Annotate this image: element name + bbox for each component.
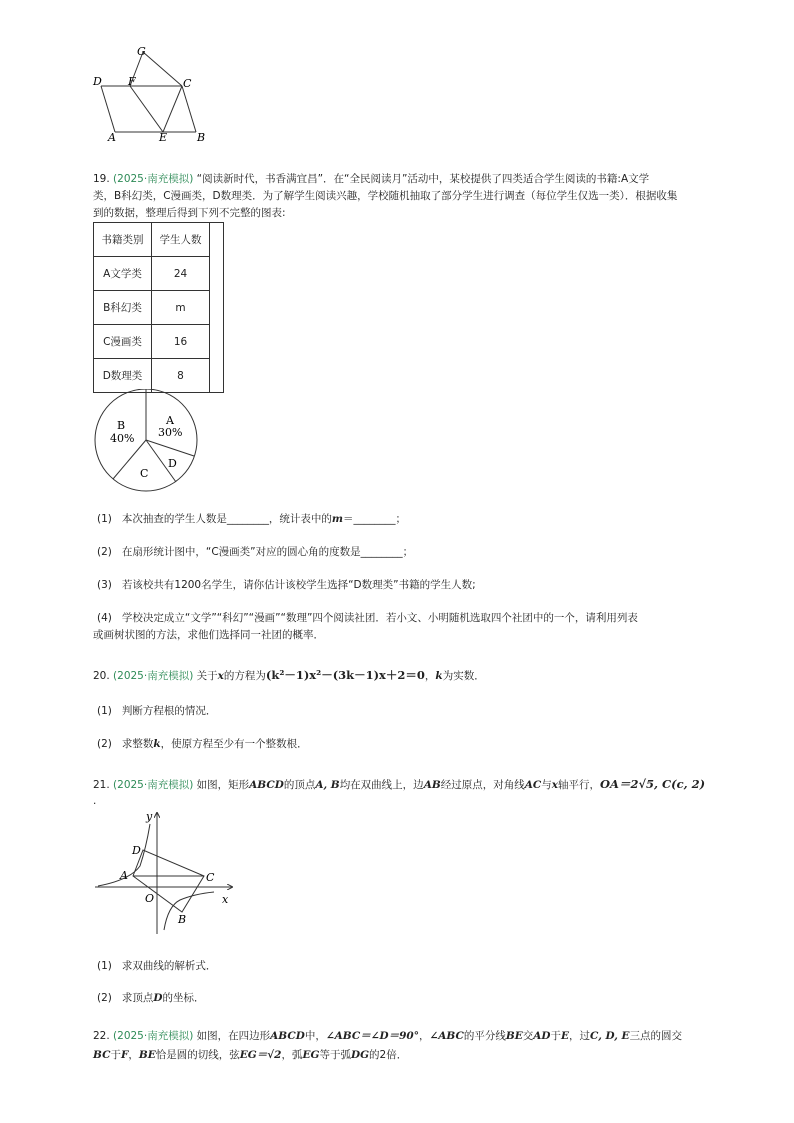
q22-text: ，弧 — [281, 1049, 303, 1061]
q22-text: 中， — [304, 1030, 326, 1042]
q20-sub2-text: ，使原方程至少有一个整数根． — [160, 738, 308, 750]
var-angle-ABC: ∠ABC — [429, 1030, 464, 1042]
label-E: E — [159, 131, 168, 144]
q19-line3: 到的数据，整理后得到下列不完整的图表: — [93, 207, 286, 219]
pie-pct-B: 40% — [110, 432, 135, 445]
var-F: F — [120, 1049, 129, 1061]
q21-equation: OA＝2√5, C(c, 2) — [600, 777, 706, 791]
pie-divider-right — [146, 440, 194, 456]
pie-label-C: C — [140, 467, 149, 480]
q20-source: (2025·南充模拟) — [113, 670, 194, 682]
table-row — [94, 257, 224, 291]
point-label-C: C — [206, 871, 215, 884]
table-row — [94, 291, 224, 325]
q19-line1 — [93, 172, 649, 186]
q19-sub4-text-1: 学校决定成立“文学”“科幻”“漫画”“数理”四个阅读社团．若小文、小明随机选取四个社团中的一个，请利用列表 — [121, 612, 638, 624]
q22-line2 — [93, 1048, 407, 1062]
label-G: G — [137, 45, 146, 58]
q22-text: 于 — [110, 1049, 121, 1061]
q20-sub1-text: 判断方程根的情况． — [121, 705, 217, 717]
q19-sub3-text: 若该校共有1200名学生，请你估计该校学生选择“D数理类”书籍的学生人数; — [121, 579, 476, 591]
table-cell: 16 — [152, 325, 210, 359]
q21-text: 如图，矩形 — [196, 779, 250, 791]
sub-number: (1) — [97, 705, 112, 717]
q22-text: 交 — [522, 1030, 534, 1042]
pie-label-B: B — [117, 419, 126, 432]
q20-stem — [93, 668, 485, 683]
q19-text-1: “阅读新时代，书香满宜昌”．在“全民阅读月”活动中，某校提供了四类适合学生阅读的书籍:A文学 — [196, 173, 650, 185]
q22-source: (2025·南充模拟) — [113, 1030, 194, 1042]
origin-label: O — [145, 892, 155, 905]
q19-number: 19. — [93, 173, 110, 185]
sub-number: (1) — [97, 960, 112, 972]
q19-source: (2025·南充模拟) — [113, 173, 194, 185]
q19-sub1-text: 本次抽查的学生人数是________，统计表中的 — [121, 513, 332, 525]
rectangle-ABCD — [133, 850, 204, 912]
table-cell: A文学类 — [94, 257, 152, 291]
table-cell: C漫画类 — [94, 325, 152, 359]
sub-number: (1) — [97, 513, 112, 525]
q22-number: 22. — [93, 1030, 110, 1042]
table-header: 书籍类别 — [94, 223, 152, 257]
var-D: D — [153, 992, 163, 1004]
var-BC: BC — [93, 1049, 111, 1061]
q21-sub1 — [97, 959, 216, 973]
segment-CB — [182, 86, 196, 132]
var-DG: DG — [350, 1049, 370, 1061]
pie-pct-A: 30% — [158, 426, 183, 439]
q21-number: 21. — [93, 779, 110, 791]
q21-sub2-text: 的坐标． — [162, 992, 205, 1004]
table-cell: 24 — [152, 257, 210, 291]
table-cell: D数理类 — [94, 359, 152, 393]
sub-number: (2) — [97, 992, 112, 1004]
point-label-B: B — [178, 913, 187, 926]
var-AB: AB — [423, 779, 441, 791]
q21-sub2-text: 求顶点 — [121, 992, 154, 1004]
q22-text: ， — [128, 1049, 139, 1061]
var-k: k — [153, 738, 161, 750]
q22-chord-equation: EG＝√2 — [239, 1049, 282, 1061]
var-m: m — [331, 513, 344, 525]
sub-number: (4) — [97, 612, 112, 624]
table-row — [94, 359, 224, 393]
q22-angle-equation: ∠ABC＝∠D＝90° — [325, 1030, 419, 1042]
q21-text: 的顶点 — [283, 779, 316, 791]
q19-sub2-text: 在扇形统计图中，“C漫画类”对应的圆心角的度数是________； — [121, 546, 414, 558]
var-AD: AD — [533, 1030, 551, 1042]
q21-text: 经过原点，对角线 — [440, 779, 525, 791]
point-label-D: D — [132, 844, 141, 857]
var-CDE: C, D, E — [590, 1030, 630, 1042]
q22-text: 的平分线 — [463, 1030, 506, 1042]
q22-text: 等于弧 — [319, 1049, 351, 1061]
hyperbola-branch-right — [164, 892, 214, 930]
q20-sub2 — [97, 737, 308, 751]
pie-label-A: A — [166, 414, 174, 427]
table-header: 学生人数 — [152, 223, 210, 257]
segment-EC — [163, 86, 182, 132]
axis-label-y: y — [146, 810, 153, 823]
q21-sub1-text: 求双曲线的解析式． — [121, 960, 217, 972]
var-E: E — [561, 1030, 570, 1042]
pie-label-D: D — [168, 457, 177, 470]
q22-text: 如图，在四边形 — [196, 1030, 271, 1042]
q21-graph — [90, 808, 240, 936]
q21-stem — [93, 777, 705, 792]
q19-pie-chart — [92, 389, 204, 493]
q21-period: . — [93, 795, 97, 807]
q19-sub2 — [97, 545, 413, 559]
q22-line1 — [93, 1029, 682, 1043]
sub-number: (2) — [97, 546, 112, 558]
q22-text: 恰是圆的切线，弦 — [155, 1049, 240, 1061]
q21-sub2 — [97, 991, 205, 1005]
table-cell: B科幻类 — [94, 291, 152, 325]
var-k: k — [435, 670, 443, 682]
var-x: x — [551, 779, 558, 791]
q22-text: 三点的圆交 — [629, 1030, 683, 1042]
q19-line2: 类，B科幻类，C漫画类，D数理类．为了解学生阅读兴趣，学校随机抽取了部分学生进行调查（每位学生仅选一类）．根据收集 — [93, 190, 678, 202]
var-ABCD: ABCD — [249, 779, 284, 791]
q21-text: 均在双曲线上，边 — [339, 779, 424, 791]
q20-sub1 — [97, 704, 216, 718]
segment-GC — [143, 52, 182, 86]
q20-text: 关于 — [196, 670, 218, 682]
label-B: B — [197, 131, 206, 144]
segment-DA — [101, 86, 115, 132]
q22-text: ，过 — [569, 1030, 591, 1042]
table-cell: 8 — [152, 359, 210, 393]
table-header-row — [94, 223, 224, 257]
var-ABCD: ABCD — [270, 1030, 305, 1042]
q20-text: 为实数． — [442, 670, 485, 682]
q19-sub1 — [97, 512, 406, 526]
q21-source: (2025·南充模拟) — [113, 779, 194, 791]
equals-sign: ＝ — [343, 513, 354, 525]
var-EG: EG — [302, 1049, 320, 1061]
geometry-figure-q18 — [88, 42, 218, 146]
q19-sub1-blank: ________； — [353, 513, 407, 525]
q20-equation: (k²－1)x²－(3k－1)x＋2＝0 — [265, 668, 425, 682]
segment-FE — [130, 86, 163, 132]
var-A-B: A, B — [315, 779, 340, 791]
sub-number: (3) — [97, 579, 112, 591]
label-D: D — [93, 75, 102, 88]
q21-text: 与 — [541, 779, 552, 791]
q20-text: 的方程为 — [223, 670, 266, 682]
table-cell: m — [152, 291, 210, 325]
table-row — [94, 325, 224, 359]
q22-text: 的2倍． — [369, 1049, 408, 1061]
label-F: F — [128, 75, 136, 88]
q19-sub3 — [97, 578, 476, 592]
q22-text: 于 — [550, 1030, 562, 1042]
var-AC: AC — [524, 779, 542, 791]
label-A: A — [108, 131, 116, 144]
var-x: x — [217, 670, 224, 682]
point-label-A: A — [120, 869, 128, 882]
q19-stat-table — [93, 222, 224, 393]
label-C: C — [183, 77, 192, 90]
var-BE: BE — [505, 1030, 523, 1042]
sub-number: (2) — [97, 738, 112, 750]
q21-text: 轴平行， — [558, 779, 600, 791]
q19-sub4 — [97, 611, 638, 625]
q20-text: ， — [424, 670, 436, 682]
var-BE: BE — [138, 1049, 156, 1061]
q19-sub4-line2: 或画树状图的方法，求他们选择同一社团的概率． — [93, 629, 324, 641]
q20-number: 20. — [93, 670, 110, 682]
q22-text: ， — [418, 1030, 430, 1042]
q20-sub2-text: 求整数 — [121, 738, 154, 750]
axis-label-x: x — [222, 893, 229, 906]
